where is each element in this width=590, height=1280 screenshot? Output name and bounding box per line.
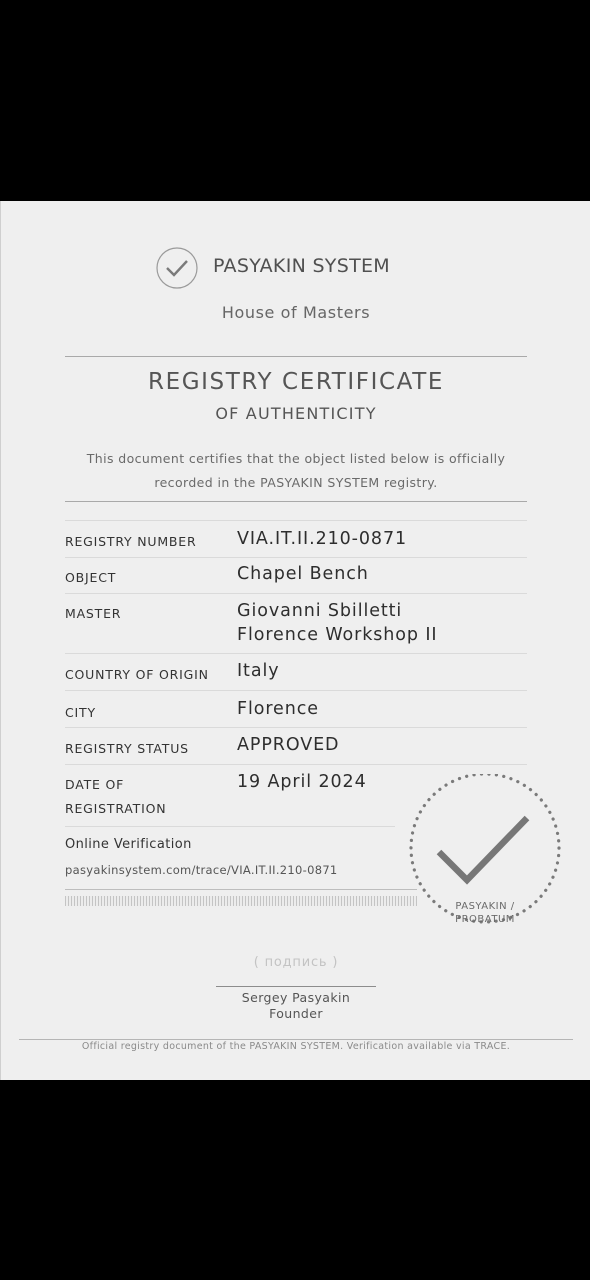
field-label: REGISTRY STATUS bbox=[65, 741, 189, 756]
footer-note: Official registry document of the PASYAKIN SYSTEM. Verification available via TRACE. bbox=[81, 1041, 511, 1052]
divider bbox=[65, 501, 527, 502]
field-value: Florence Workshop II bbox=[237, 625, 438, 645]
signer-role: Founder bbox=[269, 1006, 323, 1021]
field-label: MASTER bbox=[65, 606, 122, 621]
field-row-city bbox=[65, 690, 527, 727]
certificate-sheet bbox=[0, 201, 590, 1080]
field-label: REGISTRY NUMBER bbox=[65, 534, 197, 549]
field-row-object bbox=[65, 557, 527, 593]
check-circle-icon bbox=[156, 247, 198, 289]
field-value: Italy bbox=[237, 661, 280, 681]
approval-seal bbox=[405, 774, 565, 934]
field-value: Chapel Bench bbox=[237, 564, 369, 584]
intro-line: recorded in the PASYAKIN SYSTEM registry. bbox=[154, 475, 438, 490]
signer-block bbox=[1, 990, 590, 1022]
field-label: OBJECT bbox=[65, 570, 117, 585]
certificate-title: REGISTRY CERTIFICATE bbox=[148, 369, 444, 395]
certificate-subtitle: OF AUTHENTICITY bbox=[215, 404, 377, 423]
brand-header bbox=[1, 247, 590, 289]
verification-link[interactable]: pasyakinsystem.com/trace/VIA.IT.II.210-0871 bbox=[65, 863, 338, 877]
brand-tagline: House of Masters bbox=[221, 303, 371, 322]
signature-placeholder: ( подпись ) bbox=[253, 955, 339, 970]
field-value: 19 April 2024 bbox=[237, 772, 367, 792]
field-value: APPROVED bbox=[237, 735, 340, 755]
field-row-master bbox=[65, 593, 527, 653]
signature-line bbox=[216, 986, 376, 987]
brand-name: PASYAKIN SYSTEM bbox=[213, 255, 390, 277]
field-row-status bbox=[65, 727, 527, 764]
signer-name: Sergey Pasyakin bbox=[241, 990, 351, 1005]
divider bbox=[65, 826, 395, 827]
intro-line: This document certifies that the object listed below is officially bbox=[86, 451, 506, 466]
seal-text: PASYAKIN / bbox=[455, 901, 515, 912]
field-value: Giovanni Sbilletti bbox=[237, 601, 403, 621]
field-value: VIA.IT.II.210-0871 bbox=[237, 529, 408, 549]
field-label: DATE OF bbox=[65, 777, 125, 792]
seal-text: PROBATUM bbox=[455, 914, 515, 925]
field-label: COUNTRY OF ORIGIN bbox=[65, 667, 209, 682]
verification-title: Online Verification bbox=[65, 837, 192, 852]
security-hatch bbox=[65, 896, 417, 906]
divider bbox=[19, 1039, 573, 1040]
divider bbox=[65, 889, 417, 890]
field-row-registry-number bbox=[65, 520, 527, 557]
divider bbox=[65, 356, 527, 357]
field-label: REGISTRATION bbox=[65, 801, 167, 816]
field-row-country bbox=[65, 653, 527, 690]
certificate-intro bbox=[65, 447, 527, 495]
field-label: CITY bbox=[65, 705, 96, 720]
checkmark-icon bbox=[439, 818, 527, 880]
field-value: Florence bbox=[237, 699, 319, 719]
